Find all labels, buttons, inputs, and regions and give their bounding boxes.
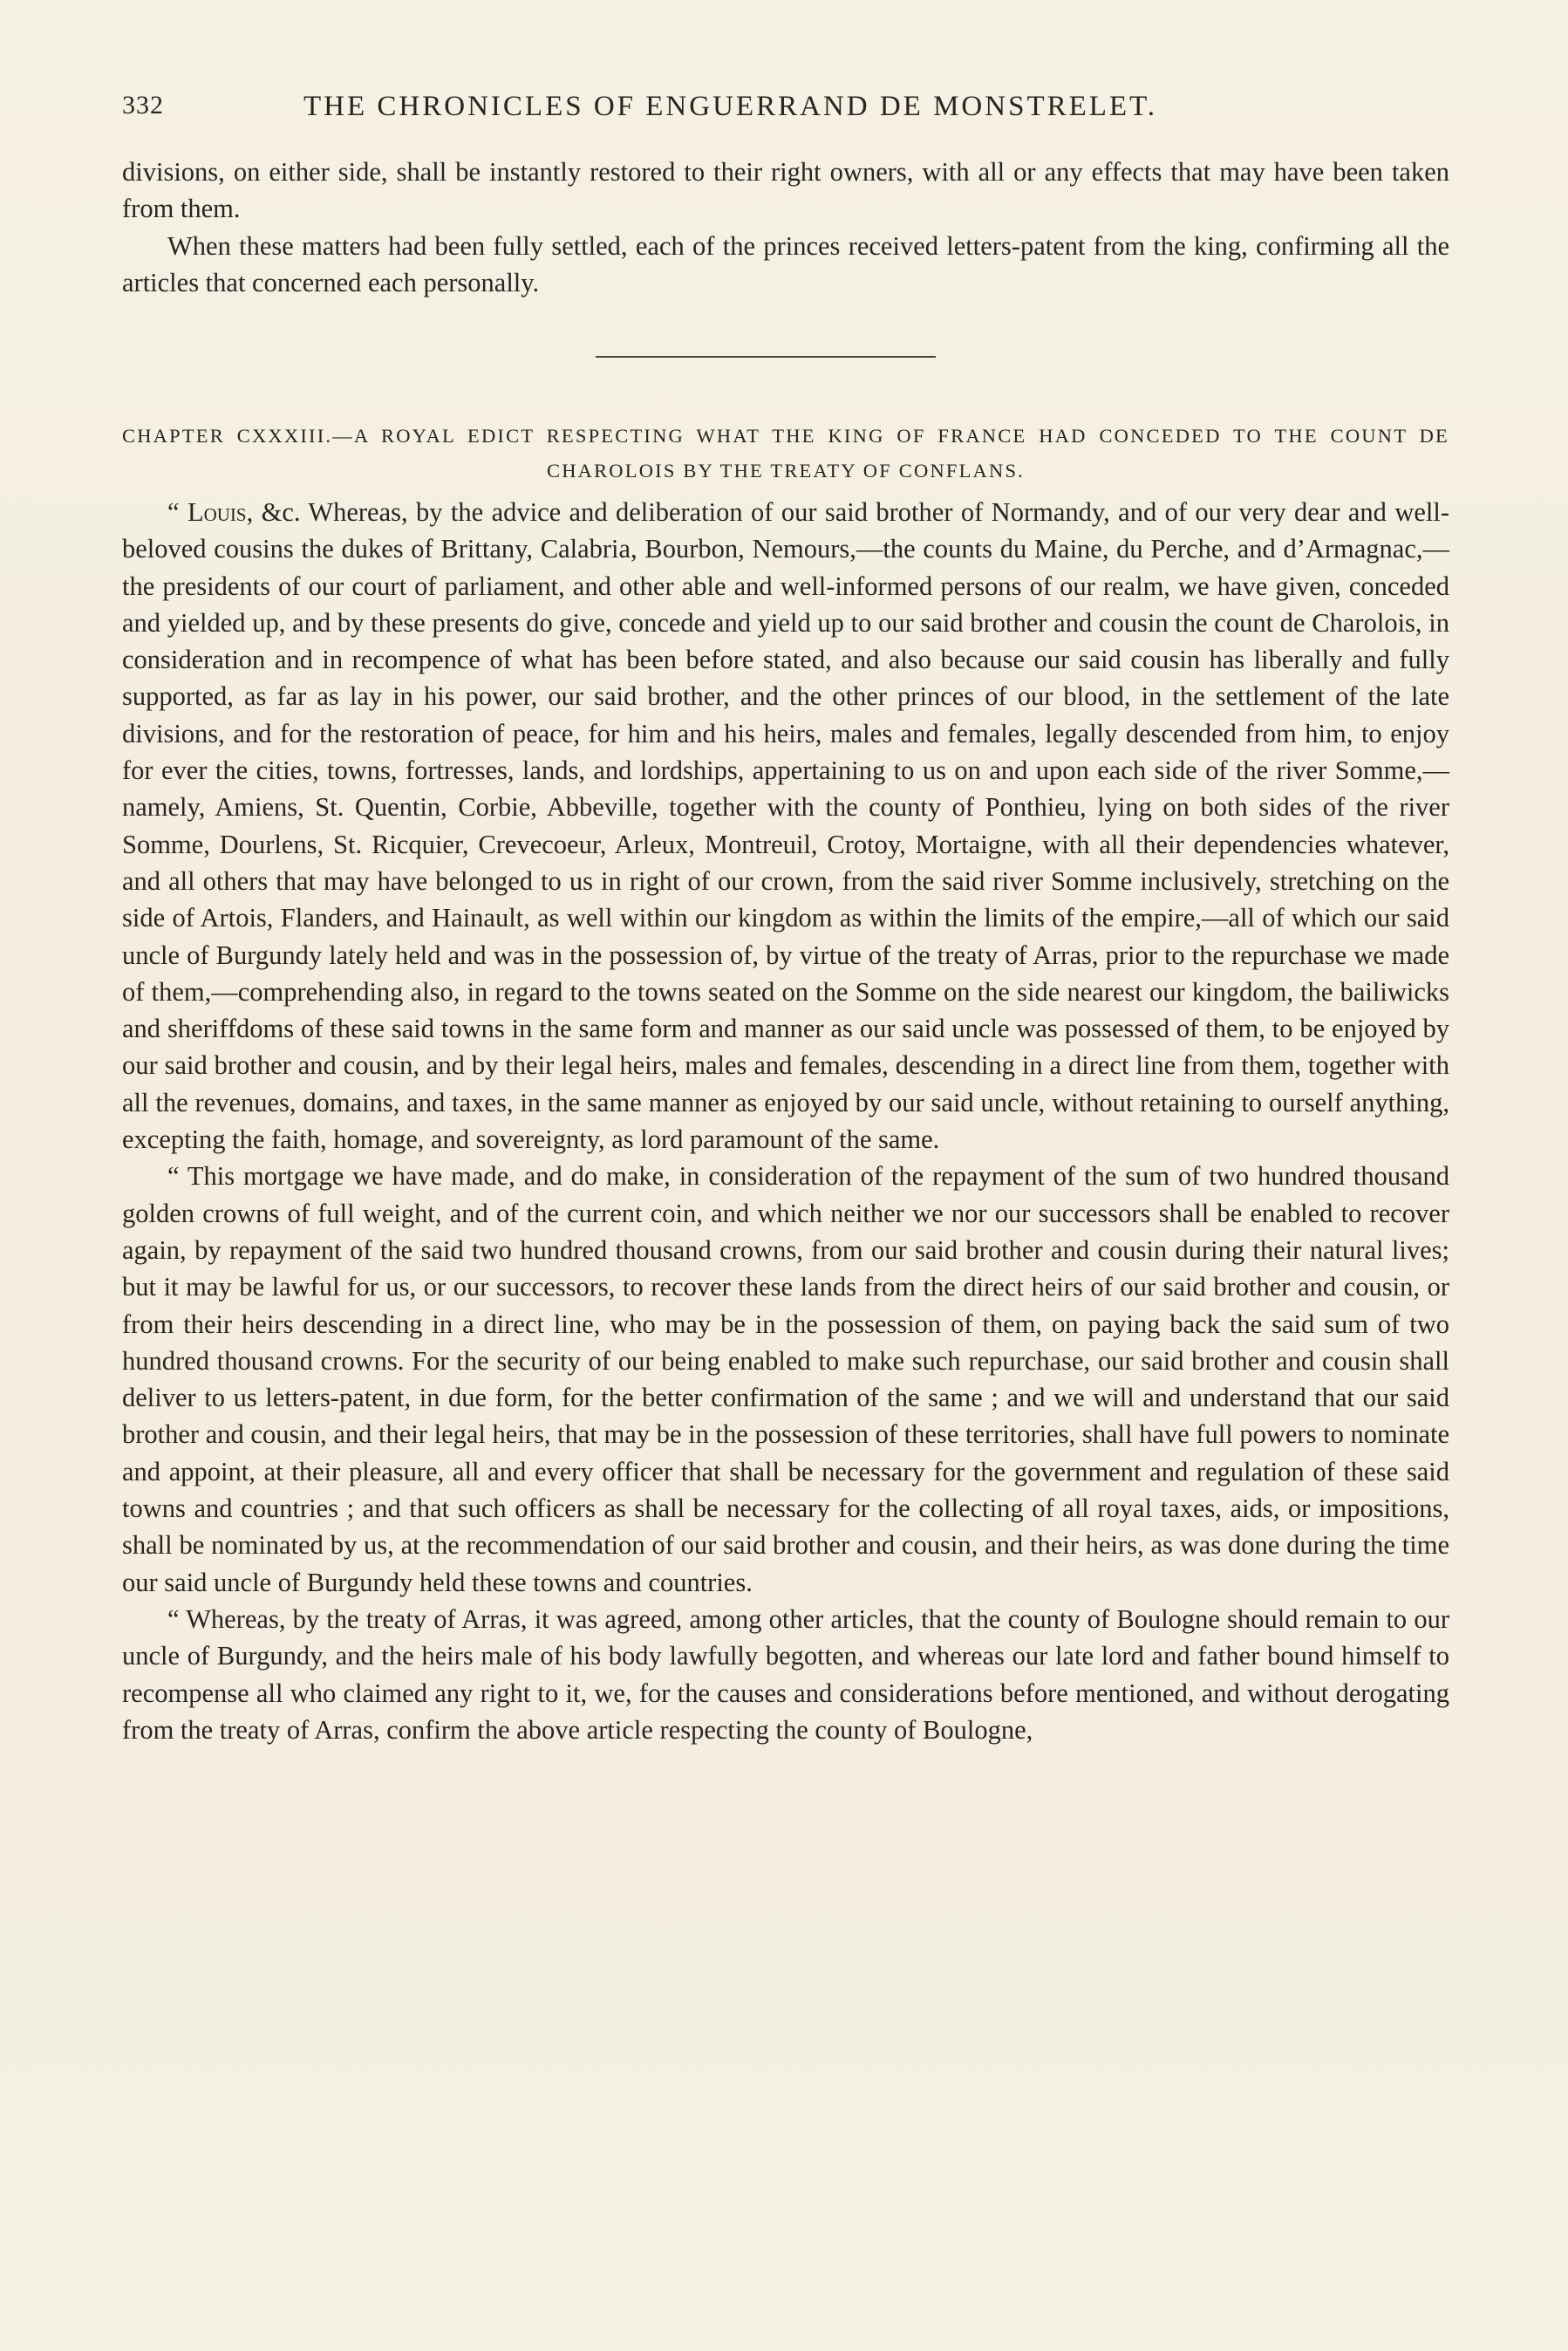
edict-text [122, 494, 1449, 1748]
continued-text [122, 154, 1449, 301]
chapter-heading: CHAPTER CXXXIII.—A ROYAL EDICT RESPECTING WHAT THE KING OF FRANCE HAD CONCEDED TO THE COUNT DE CHAROLOIS BY THE TREATY OF CONFLANS. [122, 425, 1449, 482]
paragraph: When these matters had been fully settled, each of the princes received letters-patent from the king, confirming all the articles that concerned each personally. [122, 230, 1449, 297]
paragraph: divisions, on either side, shall be instantly restored to their right owners, with all or any effects that may have been taken from them. [122, 157, 1449, 224]
opening-quote: “ [167, 497, 187, 527]
paragraph [122, 494, 1449, 1158]
page-number: 332 [122, 91, 164, 120]
running-title: THE CHRONICLES OF ENGUERRAND DE MONSTRELET. [303, 91, 1158, 122]
section-divider [596, 356, 936, 358]
paragraph: “ Whereas, by the treaty of Arras, it was agreed, among other articles, that the county of Boulogne should remain to our uncle of Burgundy, and the heirs male of his body lawfully begotten, and whereas our late lord and father bound himself to recompense all who claimed any right to it, we, for the causes and considerations before mentioned, and without derogating from the treaty of Arras, confirm the above article respecting the county of Boulogne, [122, 1603, 1449, 1745]
running-head [122, 91, 1448, 126]
paragraph: “ This mortgage we have made, and do make, in consideration of the repayment of the sum of two hundred thousand golden crowns of full weight, and of the current coin, and which neither we nor our successors shall be enabled to recover again, by repayment of the said two hundred thousand crowns, from our said brother and cousin during their natural lives; but it may be lawful for us, or our successors, to recover these lands from the direct heirs of our said brother and cousin, or from their heirs descending in a direct line, who may be in the possession of them, on paying back the said sum of two hundred thousand crowns. For the security of our being enabled to make such repurchase, our said brother and cousin shall deliver to us letters-patent, in due form, for the better confirmation of the same ; and we will and understand that our said brother and cousin, and their legal heirs, that may be in the possession of these territories, shall have full powers to nominate and appoint, at their pleasure, all and every officer that shall be necessary for the government and regulation of these said towns and countries ; and that such officers as shall be necessary for the collecting of all royal taxes, aids, or impositions, shall be nominated by us, at the recommendation of our said brother and cousin, and their heirs, as was done during the time our said uncle of Burgundy held these towns and countries. [122, 1161, 1449, 1597]
paragraph-text: , &c. Whereas, by the advice and deliberation of our said brother of Normandy, and of our very dear and well-beloved cousins the dukes of Brittany, Calabria, Bourbon, Nemours,—the counts du Maine, du Perche, and d’Armagnac,—the presidents of our court of parliament, and other able and well-informed persons of our realm, we have given, conceded and yielded up, and by these presents do give, concede and yield up to our said brother and cousin the count de Charolois, in consideration and in recompence of what has been before stated, and also because our said cousin has liberally and fully supported, as far as lay in his power, our said brother, and the other princes of our blood, in the settlement of the late divisions, and for the restoration of peace, for him and his heirs, males and females, legally descended from him, to enjoy for ever the cities, towns, fortresses, lands, and lordships, appertaining to us on and upon each side of the river Somme,—namely, Amiens, St. Quentin, Corbie, Abbeville, together with the county of Ponthieu, lying on both sides of the river Somme, Dourlens, St. Ricquier, Crevecoeur, Arleux, Montreuil, Crotoy, Mortaigne, with all their dependencies whatever, and all others that may have belonged to us in right of our crown, from the said river Somme inclusively, stretching on the side of Artois, Flanders, and Hainault, as well within our kingdom as within the limits of the empire,—all of which our said uncle of Burgundy lately held and was in the possession of, by virtue of the treaty of Arras, prior to the repurchase we made of them,—comprehending also, in regard to the towns seated on the Somme on the side nearest our kingdom, the bailiwicks and sheriffdoms of these said towns in the same form and manner as our said uncle was possessed of them, to be enjoyed by our said brother and cousin, and by their legal heirs, males and females, descending in a direct line from them, together with all the revenues, domains, and taxes, in the same manner as enjoyed by our said uncle, without retaining to ourself anything, excepting the faith, homage, and sovereignty, as lord paramount of the same. [122, 497, 1449, 1155]
opening-word: Louis [187, 497, 247, 527]
